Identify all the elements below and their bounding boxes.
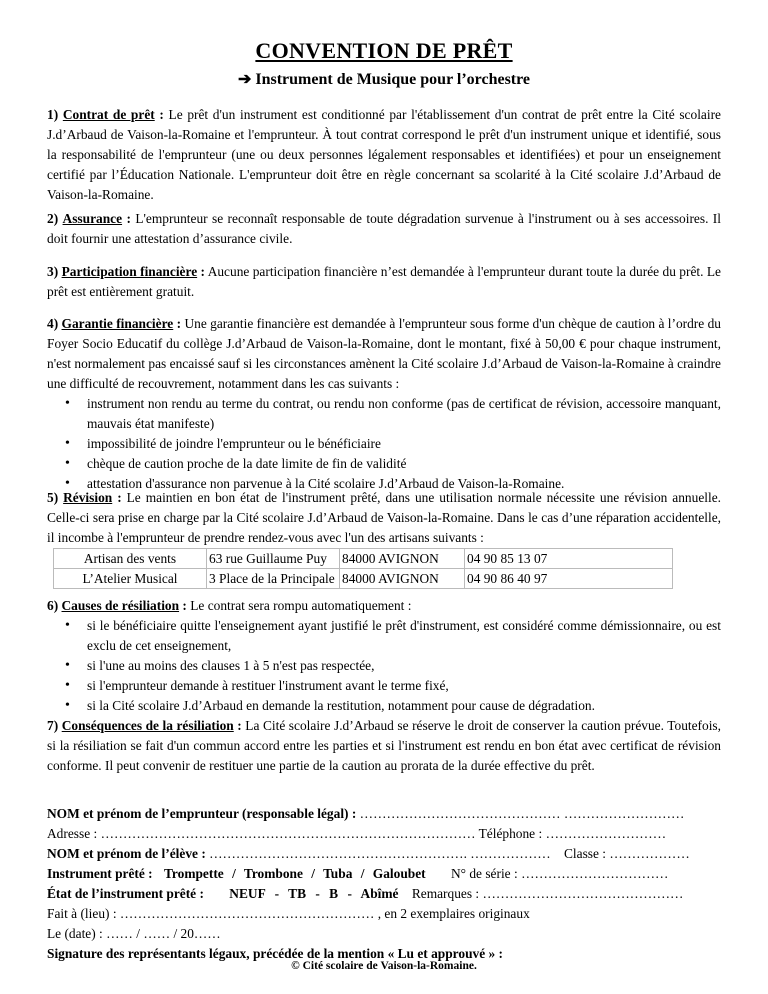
signature-label: Signature des représentants légaux, précédée de la mention « Lu et approuvé » : [47, 946, 504, 961]
remarks-field[interactable]: ……………………………………… [482, 886, 684, 901]
list-item: • si l'une au moins des clauses 1 à 5 n'est pas respectée, [87, 656, 721, 676]
section-number: 3) [47, 264, 59, 279]
list-item: • si la Cité scolaire J.d’Arbaud en demande la restitution, notamment pour cause de dégradation. [87, 696, 721, 716]
section-heading: Assurance [62, 211, 123, 226]
artisan-phone: 04 90 86 40 97 [465, 569, 673, 589]
form-line-borrower [47, 804, 721, 824]
form-line-student [47, 844, 721, 864]
student-field[interactable]: …………………………………………………. ……………… [209, 846, 551, 861]
copyright-footer: © Cité scolaire de Vaison-la-Romaine. [291, 960, 477, 972]
section-text: Le contrat sera rompu automatiquement : [190, 598, 412, 613]
section-text: Le maintien en bon état de l'instrument prêté, dans une utilisation normale nécessite une révision annuelle. Celle-ci sera prise en charge par la Cité scolaire J.d’Arbaud de Vaison-la-Romaine. Dans le cas d’une réparation accidentelle, il incombe à l'emprunteur de prendre rendez-vous avec l'un des artisans suivants : [47, 490, 721, 545]
section-contrat: 1) Contrat de prêt : Le prêt d'un instrument est conditionné par l'établissement d'un contrat de prêt entre la Cité scolaire J.d’Arbaud de Vaison-la-Romaine et l'emprunteur. À tout contrat correspond le prêt d'un instrument unique et identifié, sous la responsabilité de l'emprunteur (une ou deux personnes légalement responsables et identifiées) et pour un enseignement certifié par l’Éducation Nationale. L'emprunteur doit être en règle concernant sa scolarité à la Cité scolaire J.d’Arbaud de Vaison-la-Romaine. [47, 107, 721, 202]
address-label: Adresse : [47, 826, 98, 841]
section-heading: Conséquences de la résiliation [61, 718, 234, 733]
form-line-date [47, 924, 721, 944]
class-label: Classe : [563, 846, 606, 861]
borrower-label: NOM et prénom de l’emprunteur (responsable légal) : [47, 806, 357, 821]
list-item: • chèque de caution proche de la date limite de fin de validité [87, 454, 721, 474]
section-participation: 3) Participation financière : Aucune participation financière n’est demandée à l'emprunteur durant toute la durée du prêt. Le prêt est entièrement gratuit. [47, 264, 722, 299]
phone-label: Téléphone : [478, 826, 543, 841]
section-text: L'emprunteur se reconnaît responsable de toute dégradation survenue à l'instrument ou à ses accessoires. Il doit fournir une attestation d’assurance civile. [47, 211, 721, 246]
date-label: Le (date) : [47, 926, 103, 941]
artisans-table [53, 548, 673, 589]
section-resiliation: 6) Causes de résiliation : Le contrat sera rompu automatiquement : • si le bénéficiaire quitte l'enseignement ayant justifié le prêt d'instrument, est considéré comme démissionnaire, ou est exclu de cet enseignement, • si l'une au moins des clauses 1 à 5 n'est pas respectée, • si l'emprunteur demande à restituer l'instrument avant le terme fixé, • si la Cité scolaire J.d’Arbaud en demande la restitution, notamment pour cause de dégradation. [47, 596, 721, 716]
section-heading: Contrat de prêt [62, 107, 155, 122]
section-number: 5) [47, 490, 59, 505]
section-consequences: 7) Conséquences de la résiliation : La Cité scolaire J.d’Arbaud se réserve le droit de conserver la caution prévue. Toutefois, si la résiliation se fait d'un commun accord entre les parties et si l'instrument est rendu en bon état avec certificat de révision conforme. Il peut convenir de restituer une partie de la caution au prorata de la durée effective du prêt. [47, 718, 721, 773]
state-options[interactable]: NEUF - TB - B - Abîmé [229, 886, 399, 901]
copies-text: , en 2 exemplaires originaux [377, 906, 530, 921]
borrower-form [47, 804, 721, 964]
form-line-address [47, 824, 721, 844]
table-row [54, 549, 673, 569]
phone-field[interactable]: ……………………… [545, 826, 667, 841]
list-item: • attestation d'assurance non parvenue à la Cité scolaire J.d’Arbaud de Vaison-la-Romaine. [87, 474, 721, 494]
section-number: 4) [47, 316, 59, 331]
section-number: 7) [47, 718, 59, 733]
section-heading: Participation financière [61, 264, 198, 279]
artisan-city: 84000 AVIGNON [340, 549, 465, 569]
document-subtitle [47, 69, 721, 89]
list-item: • instrument non rendu au terme du contrat, ou rendu non conforme (pas de certificat de révision, accessoire manquant, mauvais état manifeste) [87, 394, 721, 434]
artisan-name: Artisan des vents [54, 549, 207, 569]
arrow-icon: ➔ [237, 71, 252, 88]
list-item: • si le bénéficiaire quitte l'enseignement ayant justifié le prêt d'instrument, est considéré comme démissionnaire, ou est exclu de cet enseignement, [87, 616, 721, 656]
section-garantie: 4) Garantie financière : Une garantie financière est demandée à l'emprunteur sous forme d'un chèque de caution à l’ordre du Foyer Socio Educatif du collège J.d’Arbaud de Vaison-la-Romaine, dont le montant, fixé à 50,00 € pour chaque instrument, n'est normalement pas encaissé sauf si les circonstances amènent la Cité scolaire J.d’Arbaud de Vaison-la-Romaine à craindre une difficulté de recouvrement, notamment dans les cas suivants : • instrument non rendu au terme du contrat, ou rendu non conforme (pas de certificat de révision, accessoire manquant, mauvais état manifeste) • impossibilité de joindre l'emprunteur ou le bénéficiaire • chèque de caution proche de la date limite de fin de validité • attestation d'assurance non parvenue à la Cité scolaire J.d’Arbaud de Vaison-la-Romaine. [47, 314, 721, 494]
section-heading: Révision [63, 490, 113, 505]
place-label: Fait à (lieu) : [47, 906, 117, 921]
list-item: • si l'emprunteur demande à restituer l'instrument avant le terme fixé, [87, 676, 721, 696]
section-heading: Garantie financière [61, 316, 174, 331]
subtitle-text: Instrument de Musique pour l’orchestre [255, 71, 531, 88]
instrument-label: Instrument prêté : [47, 866, 153, 881]
document-title: CONVENTION DE PRÊT [255, 38, 513, 63]
date-field[interactable]: …… / …… / 20…… [106, 926, 221, 941]
table-row [54, 569, 673, 589]
section-text: Aucune participation financière n’est demandée à l'emprunteur durant toute la durée du prêt. Le prêt est entièrement gratuit. [47, 264, 722, 299]
place-field[interactable]: ………………………………………………… [119, 906, 375, 921]
list-item: • impossibilité de joindre l'emprunteur ou le bénéficiaire [87, 434, 721, 454]
section-number: 6) [47, 598, 59, 613]
section-text: Une garantie financière est demandée à l'emprunteur sous forme d'un chèque de caution à l’ordre du Foyer Socio Educatif du collège J.d’Arbaud de Vaison-la-Romaine, dont le montant, fixé à 50,00 € pour chaque instrument, n'est normalement pas encaissé sauf si les circonstances amènent la Cité scolaire J.d’Arbaud de Vaison-la-Romaine à craindre une difficulté de recouvrement, notamment dans les cas suivants : [47, 316, 721, 391]
section-revision: 5) Révision : Le maintien en bon état de l'instrument prêté, dans une utilisation normale nécessite une révision annuelle. Celle-ci sera prise en charge par la Cité scolaire J.d’Arbaud de Vaison-la-Romaine. Dans le cas d’une réparation accidentelle, il incombe à l'emprunteur de prendre rendez-vous avec l'un des artisans suivants : Artisan des vents 63 rue Guillaume Puy 84000 AVIGNON 04 90 85 13 07 L’Atelier Musical 3 Place de la Principale 84000 AVIGNON 04 90 86 40 97 [47, 488, 721, 589]
artisan-phone: 04 90 85 13 07 [465, 549, 673, 569]
artisan-city: 84000 AVIGNON [340, 569, 465, 589]
form-line-place [47, 904, 721, 924]
student-label: NOM et prénom de l’élève : [47, 846, 206, 861]
artisan-address: 3 Place de la Principale [207, 569, 340, 589]
artisan-address: 63 rue Guillaume Puy [207, 549, 340, 569]
instrument-options[interactable]: Trompette / Trombone / Tuba / Galoubet [163, 866, 426, 881]
section-number: 1) [47, 107, 59, 122]
resiliation-list [47, 616, 721, 716]
remarks-label: Remarques : [411, 886, 480, 901]
garantie-list [47, 394, 721, 494]
section-text: Le prêt d'un instrument est conditionné par l'établissement d'un contrat de prêt entre la Cité scolaire J.d’Arbaud de Vaison-la-Romaine et l'emprunteur. À tout contrat correspond le prêt d'un instrument unique et identifié, sous la responsabilité de l'emprunteur (une ou deux personnes légalement responsables et identifiées) et pour un enseignement certifié par l’Éducation Nationale. L'emprunteur doit être en règle concernant sa scolarité à la Cité scolaire J.d’Arbaud de Vaison-la-Romaine. [47, 107, 721, 202]
section-heading: Causes de résiliation [61, 598, 180, 613]
borrower-field[interactable]: ……………………………………… ……………………… [359, 806, 685, 821]
state-label: État de l’instrument prêté : [47, 886, 204, 901]
artisan-name: L’Atelier Musical [54, 569, 207, 589]
form-line-state [47, 884, 721, 904]
section-number: 2) [47, 211, 59, 226]
serial-label: N° de série : [450, 866, 518, 881]
form-line-instrument [47, 864, 721, 884]
serial-field[interactable]: …………………………… [521, 866, 669, 881]
section-assurance: 2) Assurance : L'emprunteur se reconnaît responsable de toute dégradation survenue à l'instrument ou à ses accessoires. Il doit fournir une attestation d’assurance civile. [47, 211, 721, 246]
class-field[interactable]: ……………… [609, 846, 690, 861]
address-field[interactable]: ………………………………………………………………………… [100, 826, 476, 841]
section-text: La Cité scolaire J.d’Arbaud se réserve le droit de conserver la caution prévue. Toutefois, si la résiliation se fait d'un commun accord entre les parties et si l'instrument est rendu en bon état avec certificat de révision conforme. Il peut convenir de restituer une partie de la caution au prorata de la durée effective du prêt. [47, 718, 721, 773]
